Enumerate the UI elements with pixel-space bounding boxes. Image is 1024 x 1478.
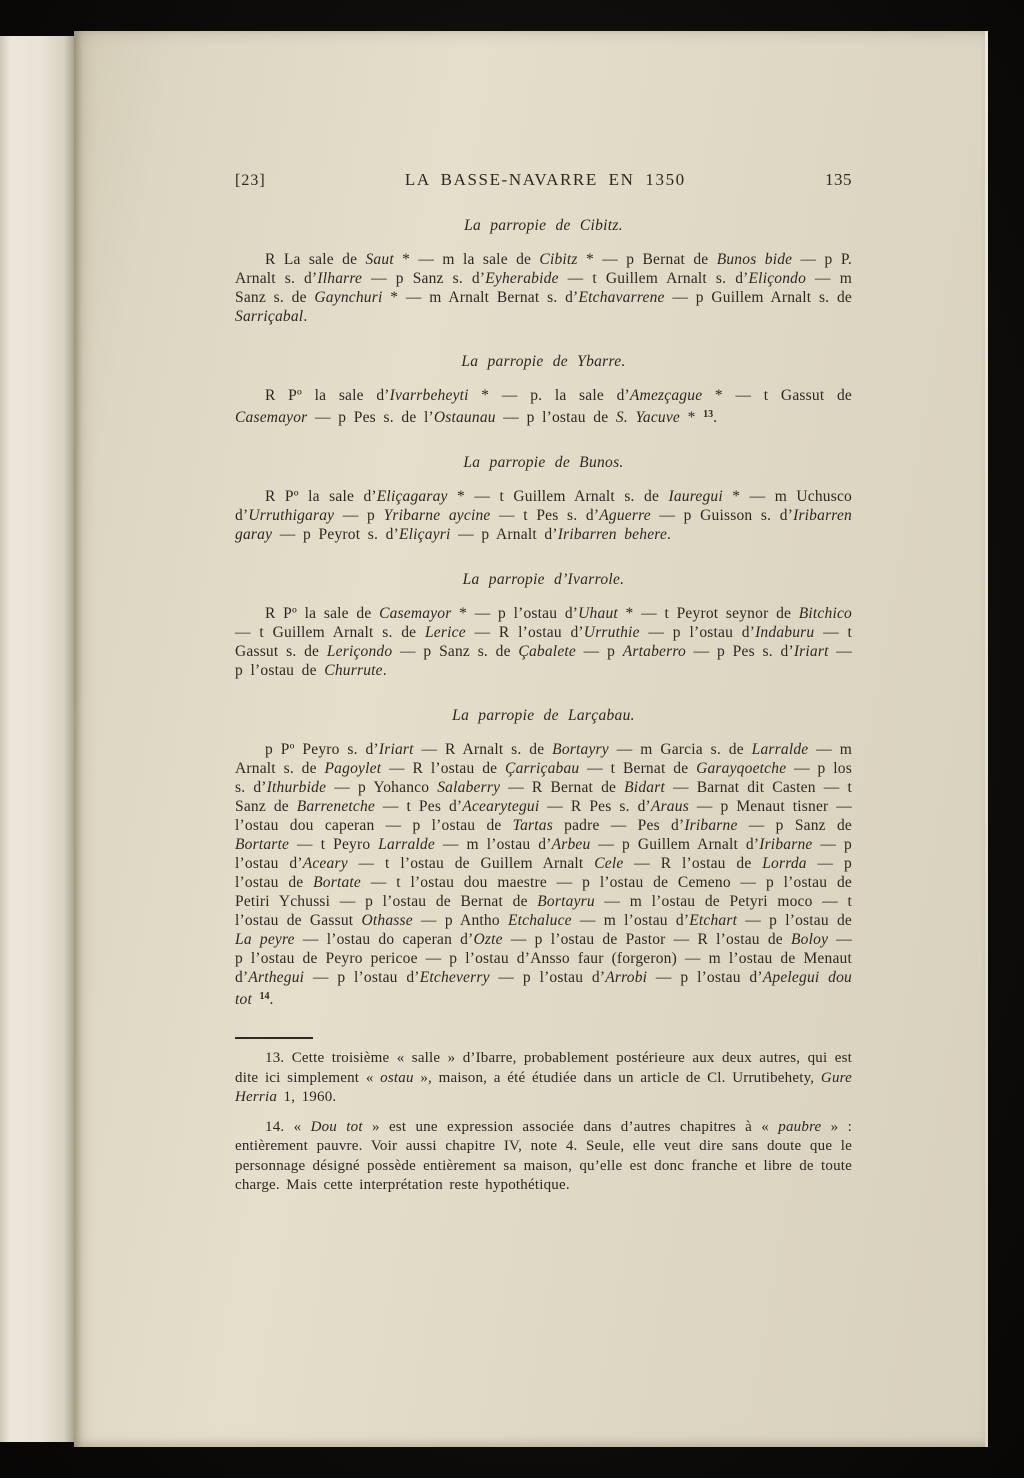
text-run: Bortayry bbox=[552, 741, 609, 758]
text-run: — p Menaut tisner — l’ostau dou caperan — p l’ostau de bbox=[235, 798, 853, 834]
footnotes bbox=[235, 1049, 852, 1196]
section-heading: La parropie de Ybarre. bbox=[461, 353, 626, 370]
text-run: Cibitz bbox=[539, 251, 578, 268]
text-run: — p Sanz de bbox=[737, 817, 852, 834]
text-run: Iribarren garay bbox=[235, 507, 852, 543]
sections bbox=[235, 217, 852, 1009]
text-run: — t Guillem Arnalt s. d’ bbox=[558, 270, 749, 287]
text-run: . bbox=[667, 526, 672, 543]
text-run: Dou tot bbox=[310, 1118, 363, 1135]
page-right-edge bbox=[985, 31, 988, 1447]
text-run: Ozte bbox=[473, 931, 503, 948]
text-run: — p l’ostau de bbox=[495, 409, 616, 426]
text-run: — t l’ostau dou maestre — p l’ostau de Cemeno — p l’ostau de Petiri Ychussi — p l’ostau de Bernat de bbox=[235, 874, 852, 910]
text-run: Uhaut bbox=[578, 605, 618, 622]
text-run: — p l’ostau de Peyro pericoe — p l’ostau d’Ansso faur (forgeron) — m l’ostau de Menaut d’ bbox=[235, 931, 852, 986]
text-run: Arthegui bbox=[248, 969, 305, 986]
text-run: Bortate bbox=[313, 874, 362, 891]
text-run: Amezçague bbox=[629, 387, 703, 404]
text-run: Garayqoetche bbox=[696, 760, 787, 777]
text-run: Yribarne aycine bbox=[383, 507, 491, 524]
text-run: Apelegui dou tot bbox=[235, 969, 853, 1008]
text-run: Pagoylet bbox=[324, 760, 382, 777]
text-run: 13. Cette troisième « salle » d’Ibarre, probablement postérieure aux deux autres, qui est dite ici simplement « bbox=[235, 1050, 852, 1086]
text-run: R Pº la sale d’ bbox=[265, 488, 377, 505]
text-run: — m Garcia s. de bbox=[608, 741, 752, 758]
text-run: — p Yohanco bbox=[326, 779, 438, 796]
text-run: R Pº la sale de bbox=[265, 605, 380, 622]
paragraph bbox=[235, 250, 852, 326]
text-run: — p Guisson s. d’ bbox=[650, 507, 794, 524]
text-run: — l’ostau do caperan d’ bbox=[294, 931, 474, 948]
text-run: Urruthigaray bbox=[248, 507, 335, 524]
text-run: Ivarrbeheyti bbox=[389, 387, 469, 404]
text-run: Sarriçabal bbox=[235, 308, 304, 325]
text-run: — m l’ostau d’ bbox=[434, 836, 552, 853]
text-run: — p Guillem Arnalt s. de bbox=[664, 289, 852, 306]
text-run: * — p. la sale d’ bbox=[468, 387, 630, 404]
text-run: . bbox=[303, 308, 308, 325]
text-run: Bidart bbox=[624, 779, 665, 796]
text-run: — R l’ostau d’ bbox=[465, 624, 584, 641]
text-run: — p l’ostau de Pastor — R l’ostau de bbox=[502, 931, 792, 948]
text-run: . bbox=[713, 409, 718, 426]
text-run: — p Guillem Arnalt d’ bbox=[590, 836, 760, 853]
text-run: — m Sanz s. de bbox=[235, 270, 852, 306]
text-run: Bortayru bbox=[537, 893, 595, 910]
text-run: — R Arnalt s. de bbox=[413, 741, 553, 758]
paragraph bbox=[235, 740, 852, 1009]
text-run: p Pº Peyro s. d’ bbox=[265, 741, 379, 758]
text-run: — p l’ostau d’ bbox=[647, 969, 763, 986]
text-run: Bitchico bbox=[798, 605, 852, 622]
text-run: — p Sanz s. de bbox=[392, 643, 519, 660]
text-run: R Pº la sale d’ bbox=[265, 387, 390, 404]
text-run: Etcheverry bbox=[419, 969, 490, 986]
text-run: Artaberro bbox=[622, 643, 686, 660]
text-run: Tartas bbox=[512, 817, 553, 834]
text-run: 1, 1960. bbox=[277, 1089, 337, 1105]
text-run: Eyherabide bbox=[485, 270, 559, 287]
text-run: 13 bbox=[703, 409, 714, 420]
text-run: 14. « bbox=[265, 1118, 311, 1135]
text-run: Saut bbox=[365, 251, 394, 268]
text-run: Çabalete bbox=[518, 643, 576, 660]
text-run: * — p l’ostau d’ bbox=[451, 605, 579, 622]
text-run: La peyre bbox=[235, 931, 295, 948]
text-run: — p Antho bbox=[412, 912, 508, 929]
text-run: * — m la sale de bbox=[393, 251, 540, 268]
text-run: Gure Herria bbox=[235, 1069, 852, 1105]
text-run: Eliçayri bbox=[398, 526, 451, 543]
paragraph bbox=[235, 487, 852, 544]
text-run: — p Peyrot s. d’ bbox=[272, 526, 399, 543]
text-run: . bbox=[269, 991, 274, 1008]
text-run: Aceary bbox=[302, 855, 348, 872]
running-title: LA BASSE-NAVARRE EN 1350 bbox=[404, 170, 686, 189]
page-header bbox=[235, 170, 852, 190]
text-run: Urruthie bbox=[583, 624, 640, 641]
text-run: — p Arnalt d’ bbox=[450, 526, 558, 543]
text-run: Etchaluce bbox=[507, 912, 572, 929]
text-run: », maison, a été étudiée dans un article de Cl. Urrutibehety, bbox=[413, 1069, 821, 1086]
text-run: — m Arnalt s. de bbox=[235, 741, 853, 777]
text-run: Larralde bbox=[378, 836, 435, 853]
text-run: — p l’ostau d’ bbox=[304, 969, 420, 986]
text-run: Aguerre bbox=[599, 507, 651, 524]
text-run: — t Guillem Arnalt s. de bbox=[235, 624, 425, 641]
section-heading: La parropie de Cibitz. bbox=[464, 217, 623, 234]
text-run: * — p Bernat de bbox=[577, 251, 717, 268]
text-run: — m l’ostau d’ bbox=[571, 912, 690, 929]
book-page bbox=[74, 31, 988, 1447]
text-run: » est une expression associée dans d’autres chapitres à « bbox=[362, 1118, 779, 1135]
text-run: Boloy bbox=[791, 931, 829, 948]
page-number: 135 bbox=[825, 170, 852, 189]
text-run: — p los s. d’ bbox=[235, 760, 852, 796]
text-run: Iribarren behere bbox=[557, 526, 668, 543]
left-page-edge bbox=[0, 36, 74, 1442]
text-column bbox=[235, 170, 852, 1196]
text-run: — t Peyro bbox=[289, 836, 379, 853]
text-run: * bbox=[680, 409, 704, 426]
text-run: — p l’ostau d’ bbox=[489, 969, 606, 986]
footnote bbox=[235, 1049, 852, 1108]
footnote-rule bbox=[235, 1037, 313, 1039]
text-run: Salaberry bbox=[437, 779, 501, 796]
chapter-folio-number: [23] bbox=[235, 172, 266, 189]
text-run: 14 bbox=[259, 991, 270, 1002]
text-run: Iriart bbox=[378, 741, 414, 758]
text-run: Lerice bbox=[424, 624, 466, 641]
section-heading: La parropie de Larçabau. bbox=[452, 707, 635, 724]
text-run: — p l’ostau de bbox=[235, 855, 852, 891]
paragraph bbox=[235, 386, 852, 427]
text-run: Ithurbide bbox=[266, 779, 327, 796]
text-run: — t Gassut s. de bbox=[235, 624, 852, 660]
text-run: * — t Guillem Arnalt s. de bbox=[447, 488, 669, 505]
text-run: Barrenetche bbox=[296, 798, 376, 815]
text-run: Bortarte bbox=[235, 836, 290, 853]
text-run: Churrute bbox=[324, 662, 383, 679]
text-run: — p bbox=[334, 507, 384, 524]
text-run: Gaynchuri bbox=[314, 289, 383, 306]
section-heading: La parropie de Bunos. bbox=[463, 454, 624, 471]
text-run: — R l’ostau de bbox=[623, 855, 763, 872]
text-run: Bunos bide bbox=[716, 251, 793, 268]
text-run: Iribarne bbox=[759, 836, 813, 853]
text-run: padre — Pes d’ bbox=[552, 817, 685, 834]
text-run: — t Bernat de bbox=[579, 760, 697, 777]
text-run: paubre bbox=[778, 1118, 822, 1135]
gutter-crease bbox=[74, 31, 84, 1447]
text-run: Leriçondo bbox=[326, 643, 393, 660]
text-run: Çarriçabau bbox=[505, 760, 580, 777]
text-run: Cele bbox=[594, 855, 624, 872]
text-run: * — t Gassut de bbox=[702, 387, 852, 404]
text-run: ostau bbox=[380, 1069, 414, 1086]
text-run: Eliçagaray bbox=[376, 488, 448, 505]
text-run: Iriart bbox=[793, 643, 829, 660]
text-run: Arrobi bbox=[605, 969, 648, 986]
paragraph bbox=[235, 604, 852, 680]
text-run: * — t Peyrot seynor de bbox=[617, 605, 799, 622]
text-run: Indaburu bbox=[755, 624, 815, 641]
text-run: — R l’ostau de bbox=[381, 760, 506, 777]
text-run: — p l’ostau d’ bbox=[639, 624, 756, 641]
text-run: — p l’ostau d’ bbox=[235, 836, 852, 872]
text-run: * — m Uchusco d’ bbox=[235, 488, 853, 524]
text-run: Araus bbox=[650, 798, 689, 815]
text-run: — R Bernat de bbox=[500, 779, 625, 796]
text-run: Iribarne bbox=[684, 817, 738, 834]
text-run: Etchart bbox=[689, 912, 738, 929]
text-run: — p Pes s. de l’ bbox=[307, 409, 434, 426]
text-run: Arbeu bbox=[551, 836, 591, 853]
text-run: — t l’ostau de Guillem Arnalt bbox=[347, 855, 595, 872]
text-run: — t Pes d’ bbox=[375, 798, 463, 815]
text-run: — m l’ostau de Petyri moco — t l’ostau de Gassut bbox=[235, 893, 852, 929]
text-run: Acearytegui bbox=[462, 798, 540, 815]
text-run: Casemayor bbox=[235, 409, 308, 426]
text-run: — p l’ostau de bbox=[737, 912, 852, 929]
text-run: Eliçondo bbox=[748, 270, 807, 287]
text-run: S. Yacuve bbox=[615, 409, 681, 426]
text-run: Ilharre bbox=[317, 270, 363, 287]
text-run: — Barnat dit Casten — t Sanz de bbox=[235, 779, 852, 815]
text-run: Iauregui bbox=[668, 488, 723, 505]
text-run: — p bbox=[575, 643, 623, 660]
text-run: — p P. Arnalt s. d’ bbox=[235, 251, 852, 287]
text-run: Othasse bbox=[361, 912, 413, 929]
text-run: . bbox=[382, 662, 387, 679]
footnote bbox=[235, 1118, 852, 1196]
text-run: — p Sanz s. d’ bbox=[362, 270, 486, 287]
section-heading: La parropie d’Ivarrole. bbox=[462, 571, 625, 588]
text-run: — p l’ostau de bbox=[235, 643, 853, 679]
text-run: — R Pes s. d’ bbox=[539, 798, 651, 815]
text-run: * — m Arnalt Bernat s. d’ bbox=[382, 289, 579, 306]
text-run: » : entièrement pauvre. Voir aussi chapitre IV, note 4. Seule, elle veut dire sans doute que le personnage désigné possède entièrement sa maison, qu’elle est donc franche et libre de toute charge. Mais cette interprétation reste hypothétique. bbox=[235, 1118, 852, 1193]
text-run: Larralde bbox=[751, 741, 809, 758]
text-run: Casemayor bbox=[379, 605, 452, 622]
text-run: — p Pes s. d’ bbox=[685, 643, 794, 660]
text-run bbox=[252, 991, 260, 1008]
text-run: Etchavarrene bbox=[578, 289, 665, 306]
text-run: Ostaunau bbox=[433, 409, 496, 426]
text-run: R La sale de bbox=[265, 251, 366, 268]
text-run: Lorrda bbox=[762, 855, 807, 872]
text-run: — t Pes s. d’ bbox=[490, 507, 600, 524]
